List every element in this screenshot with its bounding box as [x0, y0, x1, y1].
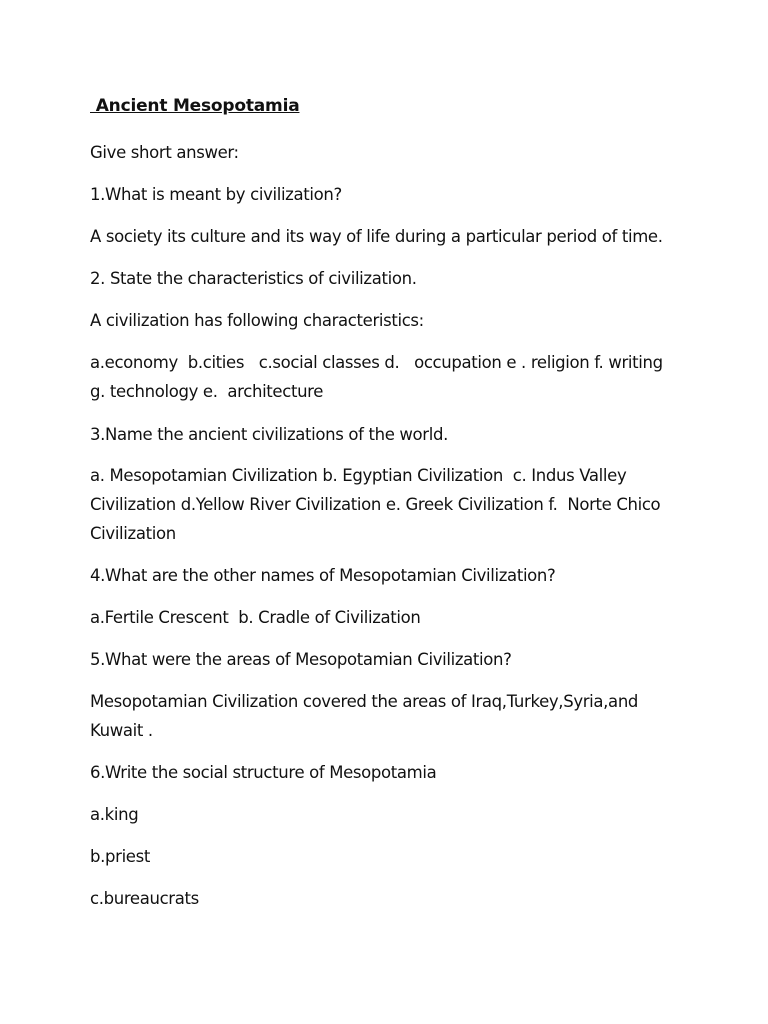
- answer-3-line-1: a. Mesopotamian Civilization b. Egyptian Civilization c. Indus Valley: [90, 466, 627, 485]
- answer-6-item-king: a.king: [90, 805, 139, 824]
- question-6: 6.Write the social structure of Mesopotamia: [90, 763, 437, 782]
- answer-2-intro: A civilization has following characteristics:: [90, 311, 424, 330]
- answer-2-line-1: a.economy b.cities c.social classes d. occupation e . religion f. writing: [90, 353, 663, 372]
- answer-5-line-1: Mesopotamian Civilization covered the areas of Iraq,Turkey,Syria,and: [90, 692, 639, 711]
- answer-5-line-2: Kuwait .: [90, 721, 153, 740]
- answer-6-item-priest: b.priest: [90, 847, 150, 866]
- question-5: 5.What were the areas of Mesopotamian Civilization?: [90, 650, 512, 669]
- page-title: Ancient Mesopotamia: [90, 96, 300, 116]
- question-1: 1.What is meant by civilization?: [90, 185, 342, 204]
- answer-6-item-bureaucrats: c.bureaucrats: [90, 889, 199, 908]
- answer-2-line-2: g. technology e. architecture: [90, 382, 324, 401]
- instruction-text: Give short answer:: [90, 143, 239, 162]
- question-3: 3.Name the ancient civilizations of the world.: [90, 425, 448, 444]
- answer-1: A society its culture and its way of life during a particular period of time.: [90, 227, 663, 246]
- question-4: 4.What are the other names of Mesopotamian Civilization?: [90, 566, 556, 585]
- answer-4: a.Fertile Crescent b. Cradle of Civilization: [90, 608, 421, 627]
- answer-3-line-2: Civilization d.Yellow River Civilization e. Greek Civilization f. Norte Chico: [90, 495, 661, 514]
- question-2: 2. State the characteristics of civilization.: [90, 269, 417, 288]
- answer-3-line-3: Civilization: [90, 524, 176, 543]
